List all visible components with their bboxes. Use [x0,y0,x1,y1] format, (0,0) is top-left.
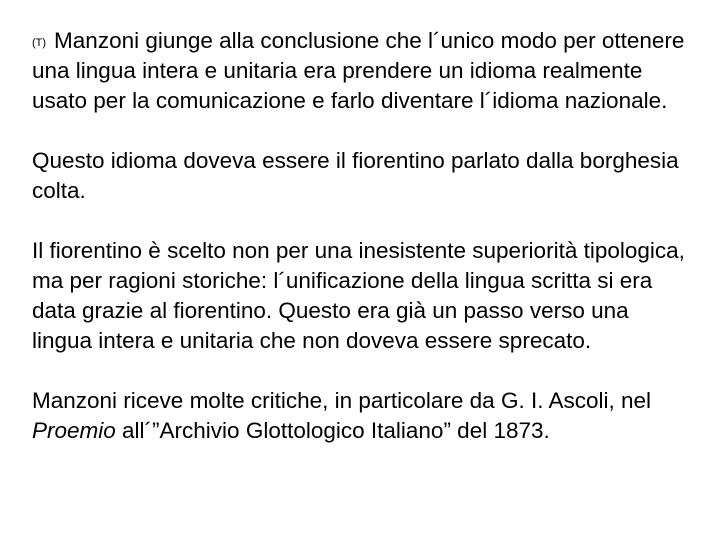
paragraph-critiche-before: Manzoni riceve molte critiche, in particolare da G. I. Ascoli, nel [32,388,652,413]
proemio-title: Proemio [32,418,116,443]
paragraph-critiche-after: all´”Archivio Glottologico Italiano” del 1873. [115,418,550,443]
paragraph-idioma [32,146,692,206]
paragraph-fiorentino [32,236,692,356]
paragraph-fiorentino-text: Il fiorentino è scelto non per una inesistente superiorità tipologica, ma per ragioni storiche: l´unificazione della lingua scritta si era data grazie al fiorentino. Questo era già un passo verso una lingua intera e unitaria che non doveva essere sprecato. [32,238,685,353]
paragraph-conclusion-text: Manzoni giunge alla conclusione che l´unico modo per ottenere una lingua intera e unitaria era prendere un idioma realmente usato per la comunicazione e farlo diventare l´idioma nazionale. [32,28,685,113]
bullet-marker: (T) [32,37,47,49]
paragraph-critiche [32,386,692,446]
slide-content [32,26,692,476]
paragraph-conclusion [32,26,692,116]
paragraph-idioma-text: Questo idioma doveva essere il fiorentino parlato dalla borghesia colta. [32,148,679,203]
